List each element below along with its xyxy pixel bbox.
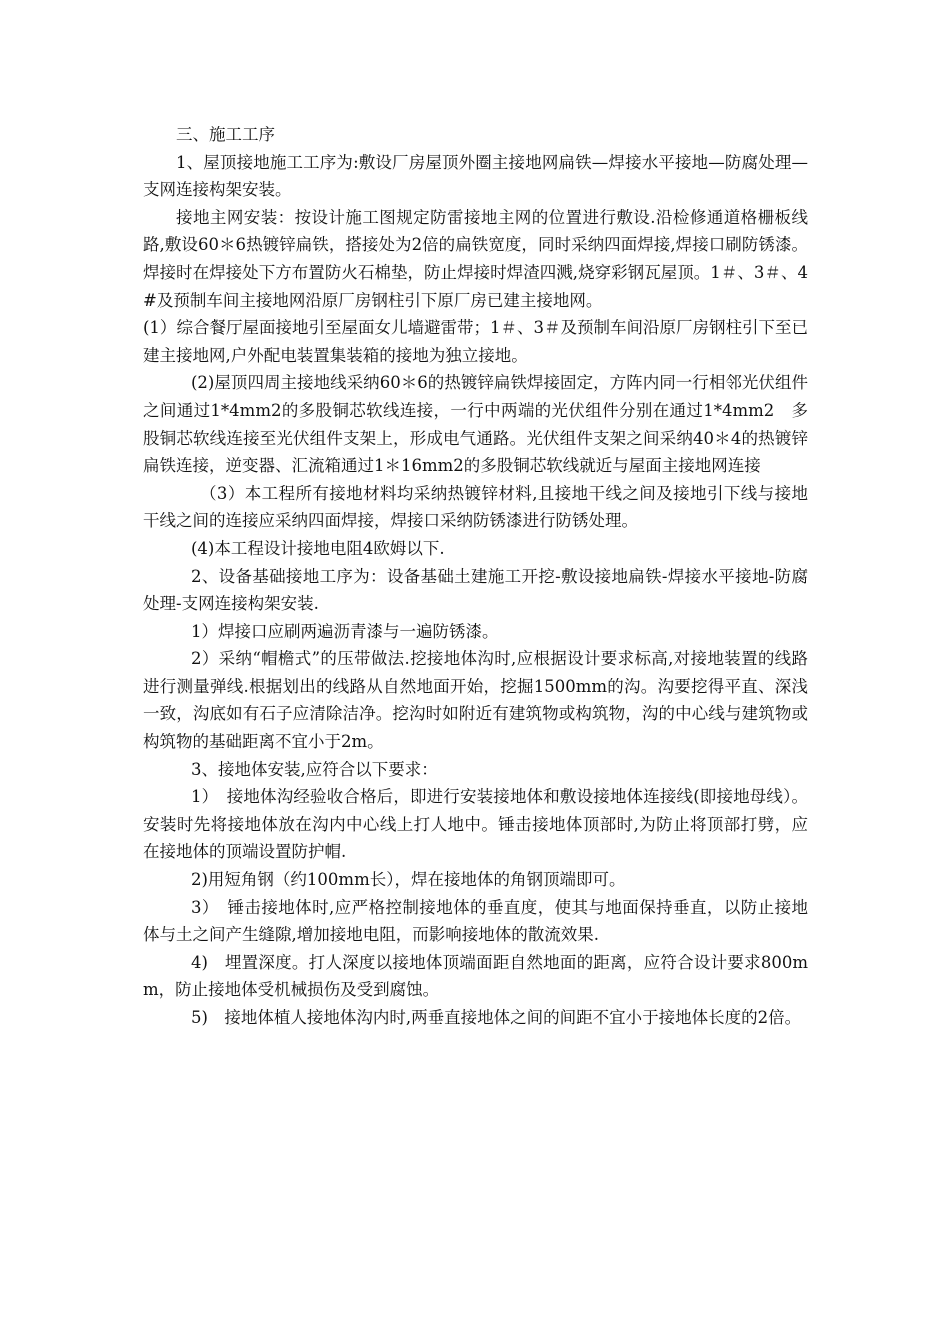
paragraph-install-5: 5) 接地体植人接地体沟内时,两垂直接地体之间的间距不宜小于接地体长度的2倍。 [191,1008,802,1027]
paragraph-equipment-grounding-process: 2、设备基础接地工序为：设备基础土建施工开挖-敷设接地扁铁-焊接水平接地-防腐处理-支网连接构架安装. [143,566,808,614]
paragraph-item-3: （3）本工程所有接地材料均采纳热镀锌材料,且接地干线之间及接地引下线与接地干线之间的连接应采纳四面焊接，焊接口采纳防锈漆进行防锈处理。 [143,483,808,531]
paragraph-main-grid-installation: 接地主网安装：按设计施工图规定防雷接地主网的位置进行敷设.沿检修通道格栅板线路,敷设60＊6热镀锌扁铁，搭接处为2倍的扁铁宽度，同时采纳四面焊接,焊接口刷防锈漆。焊接时在焊接处下方布置防火石棉垫，防止焊接时焊渣四溅,烧穿彩钢瓦屋顶。1＃、3＃、4#及预制车间主接地网沿原厂房钢柱引下原厂房已建主接地网。 [143,207,808,310]
paragraph-step-2: 2）采纳“帽檐式”的压带做法.挖接地体沟时,应根据设计要求标高,对接地装置的线路进行测量弹线.根据划出的线路从自然地面开始，挖掘1500mm的沟。沟要挖得平直、深浅一致，沟底如有石子应清除洁净。挖沟时如附近有建筑物或构筑物，沟的中心线与建筑物或构筑物的基础距离不宜小于2m。 [143,649,808,752]
paragraph-install-3: 3） 锤击接地体时,应严格控制接地体的垂直度，使其与地面保持垂直，以防止接地体与土之间产生缝隙,增加接地电阻，而影响接地体的散流效果. [143,897,808,945]
paragraph-install-1: 1） 接地体沟经验收合格后，即进行安装接地体和敷设接地体连接线(即接地母线）。安装时先将接地体放在沟内中心线上打人地中。锤击接地体顶部时,为防止将顶部打劈，应在接地体的顶端设置防护帽. [143,787,808,862]
section-heading: 三、施工工序 [176,125,275,144]
document-body [143,121,808,1032]
paragraph-install-4: 4) 埋置深度。打人深度以接地体顶端面距自然地面的距离，应符合设计要求800mm，防止接地体受机械损伤及受到腐蚀。 [143,952,808,1000]
paragraph-electrode-installation: 3、接地体安装,应符合以下要求： [191,759,438,779]
paragraph-item-1: (1）综合餐厅屋面接地引至屋面女儿墙避雷带；1＃、3＃及预制车间沿原厂房钢柱引下至已建主接地网,户外配电装置集装箱的接地为独立接地。 [143,318,808,365]
paragraph-item-2: (2)屋顶四周主接地线采纳60＊6的热镀锌扁铁焊接固定，方阵内同一行相邻光伏组件之间通过1*4mm2的多股铜芯软线连接，一行中两端的光伏组件分别在通过1*4mm2 多股铜芯软线连接至光伏组件支架上，形成电气通路。光伏组件支架之间采纳40＊4的热镀锌扁铁连接，逆变器、汇流箱通过1＊16mm2的多股铜芯软线就近与屋面主接地网连接 [143,373,808,476]
paragraph-roof-grounding-process: 1、屋顶接地施工工序为:敷设厂房屋顶外圈主接地网扁铁—焊接水平接地—防腐处理—支网连接构架安装。 [143,152,808,200]
paragraph-step-1: 1）焊接口应刷两遍沥青漆与一遍防锈漆。 [191,621,499,641]
paragraph-item-4: (4)本工程设计接地电阻4欧姆以下. [191,538,445,558]
paragraph-install-2: 2)用短角钢（约100mm长），焊在接地体的角钢顶端即可。 [191,870,626,890]
